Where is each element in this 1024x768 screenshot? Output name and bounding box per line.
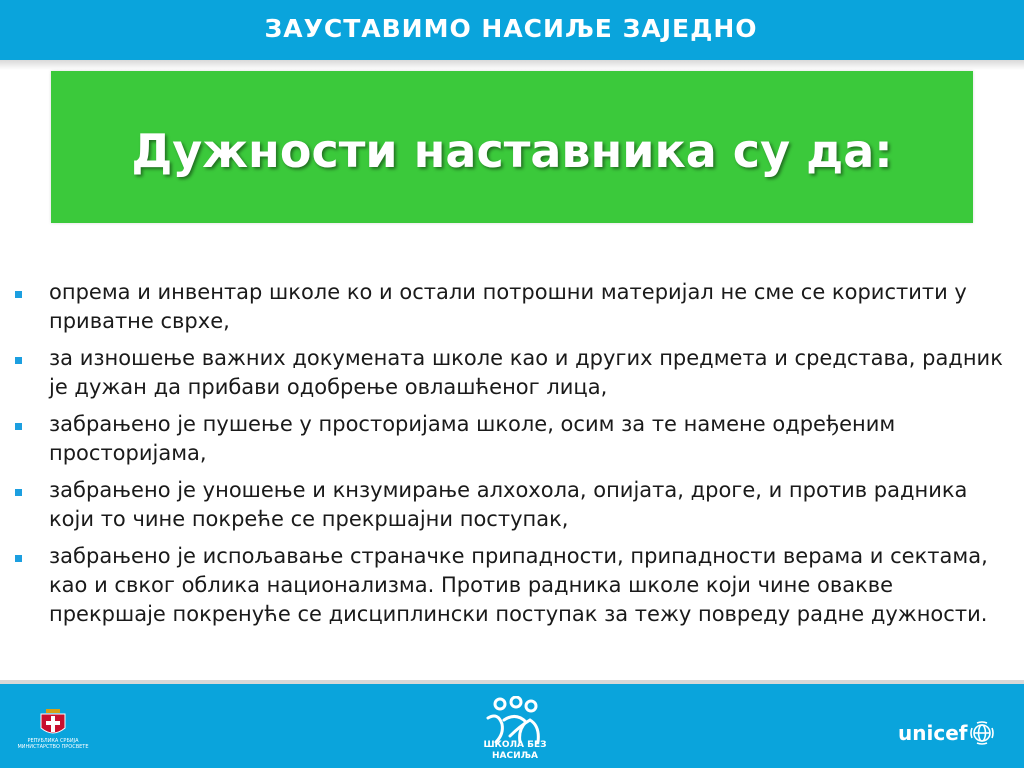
- square-bullet-icon: [15, 291, 22, 298]
- bullet-text: за изношење важних докумената школе као и других предмета и средстава, радник је дужан да прибави одобрење овлашћеног лица,: [49, 346, 1003, 399]
- square-bullet-icon: [15, 555, 22, 562]
- bullet-item: [0, 542, 1010, 629]
- bullet-text: забрањено је уношење и кнзумирање алхохола, опијата, дроге, и против радника који то чине покреће се прекршајни поступак,: [49, 478, 968, 531]
- bullet-item: [0, 344, 1010, 402]
- school-logo-caption: ШКОЛА БЕЗ НАСИЉА: [483, 740, 547, 761]
- title-box: [51, 71, 973, 223]
- school-without-violence-logo-icon: [480, 696, 550, 746]
- bullet-text: опрема и инвентар школе ко и остали потрошни материјал не сме се користити у приватне сврхе,: [49, 280, 967, 333]
- unicef-logo: [898, 720, 995, 746]
- top-banner: [0, 0, 1024, 60]
- campaign-slogan: ЗАУСТАВИМО НАСИЉЕ ЗАЈЕДНО: [264, 13, 758, 43]
- government-caption: РЕПУБЛИКА СРБИЈА МИНИСТАРСТВО ПРОСВЕТЕ: [17, 738, 89, 750]
- bullet-item: [0, 410, 1010, 468]
- unicef-globe-icon: [969, 720, 995, 746]
- slide-title: Дужности наставника су да:: [131, 124, 893, 178]
- bullet-list: [0, 278, 1010, 637]
- square-bullet-icon: [15, 423, 22, 430]
- bullet-text: забрањено је испољавање страначке припадности, припадности верама и сектама, као и свког облика национализма. Против радника школе који чине овакве прекршаје покренуће се дисциплински поступак за тежу повреду радне дужности.: [49, 544, 988, 626]
- bullet-text: забрањено је пушење у просторијама школе, осим за те намене одређеним просторијама,: [49, 412, 896, 465]
- square-bullet-icon: [15, 357, 22, 364]
- header-divider: [0, 60, 1024, 70]
- square-bullet-icon: [15, 489, 22, 496]
- footer-bar: [0, 680, 1024, 768]
- bullet-item: [0, 278, 1010, 336]
- unicef-wordmark: unicef: [898, 721, 968, 745]
- bullet-item: [0, 476, 1010, 534]
